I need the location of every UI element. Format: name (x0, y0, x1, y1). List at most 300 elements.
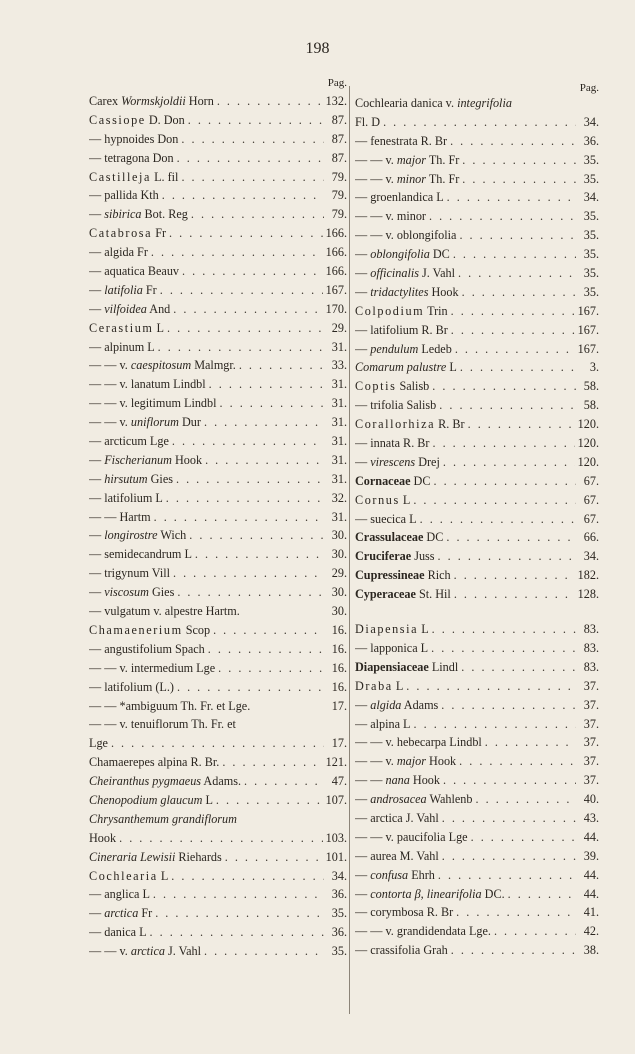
entry-page: 36. (583, 133, 599, 148)
index-entry (355, 510, 599, 529)
entry-name: — — v. grandidendata Lge. (355, 924, 491, 939)
entry-page: 38. (583, 943, 599, 958)
index-entry (89, 715, 347, 734)
leader-dots (239, 356, 324, 375)
index-entry (355, 453, 599, 472)
entry-page: 34. (331, 868, 347, 883)
index-entry (355, 245, 599, 264)
pag-header: Pag. (579, 82, 599, 94)
index-entry (355, 696, 599, 715)
entry-name: Cassiope D. Don (89, 112, 185, 127)
entry-name: Crassulaceae DC (355, 530, 444, 545)
entry-page: 40. (583, 792, 599, 807)
entry-name: — — v. hebecarpa Lindbl (355, 735, 482, 750)
index-entry (89, 470, 347, 489)
index-entry (355, 434, 599, 453)
entry-page: 35. (583, 152, 599, 167)
entry-page: 31. (331, 471, 347, 486)
entry-page: 67. (583, 473, 599, 488)
entry-name: — hypnoides Don (89, 131, 179, 146)
entry-name: Hook (89, 830, 117, 845)
entry-name: — latifolium (L.) (89, 679, 174, 694)
entry-page: 36. (331, 887, 347, 902)
index-entry (89, 602, 347, 621)
entry-name: — lapponica L (355, 640, 429, 655)
leader-dots (177, 583, 324, 602)
entry-name: — groenlandica L (355, 190, 444, 205)
entry-name: Catabrosa Fr (89, 226, 167, 241)
entry-name: Fl. D (355, 114, 381, 129)
index-entry (89, 186, 347, 205)
entry-page: 182. (577, 568, 599, 583)
entry-page: 167. (577, 303, 599, 318)
entry-page: 44. (583, 867, 599, 882)
entry-name: Chenopodium glaucum L (89, 792, 213, 807)
leader-dots (451, 302, 575, 321)
entry-page: 166. (325, 226, 347, 241)
entry-page: 29. (331, 566, 347, 581)
entry-page: 166. (325, 245, 347, 260)
index-entry (89, 640, 347, 659)
entry-page: 35. (583, 209, 599, 224)
index-entry (355, 113, 599, 132)
entry-page: 58. (583, 398, 599, 413)
entry-page: 39. (583, 848, 599, 863)
index-entry (89, 885, 347, 904)
index-entry (89, 356, 347, 375)
index-entry (89, 451, 347, 470)
index-entry (355, 752, 599, 771)
index-entry (355, 847, 599, 866)
leader-dots (213, 621, 324, 640)
leader-dots (208, 640, 324, 659)
entry-name: — — v. minor (355, 209, 426, 224)
index-entry (355, 677, 599, 696)
entry-page: 83. (583, 659, 599, 674)
entry-name: — androsacea Wahlenb (355, 792, 473, 807)
index-entry (89, 375, 347, 394)
leader-dots (216, 791, 323, 810)
entry-name: — latifolia Fr (89, 282, 157, 297)
entry-name: Chamaenerium Scop (89, 622, 211, 637)
entry-name: — fenestrata R. Br (355, 133, 448, 148)
entry-name: — pendulum Ledeb (355, 341, 452, 356)
entry-page: 87. (331, 112, 347, 127)
index-entry (355, 585, 599, 604)
index-entry (355, 377, 599, 396)
index-entry (89, 394, 347, 413)
leader-dots (383, 113, 576, 132)
index-entry (89, 621, 347, 640)
entry-page: 29. (331, 320, 347, 335)
index-entry (89, 867, 347, 886)
entry-name: Cerastium L (89, 320, 164, 335)
entry-name: — alpina L (355, 716, 411, 731)
leader-dots (454, 566, 575, 585)
entry-page: 31. (331, 434, 347, 449)
leader-dots (154, 508, 324, 527)
index-entry (355, 472, 599, 491)
index-entry (355, 321, 599, 340)
entry-name: — — v. tenuiflorum Th. Fr. et (89, 717, 236, 732)
index-entry (89, 338, 347, 357)
index-entry (89, 545, 347, 564)
entry-name: — corymbosa R. Br (355, 905, 454, 920)
entry-name: Corallorhiza R. Br (355, 417, 465, 432)
entry-name: — algida Fr (89, 245, 148, 260)
index-entry (355, 639, 599, 658)
entry-name: — hirsutum Gies (89, 471, 173, 486)
leader-dots (160, 281, 323, 300)
index-entry (355, 302, 599, 321)
leader-dots (460, 358, 576, 377)
entry-name: — tridactylites Hook (355, 284, 459, 299)
entry-page: 35. (583, 247, 599, 262)
index-entry (89, 810, 347, 829)
leader-dots (494, 922, 576, 941)
leader-dots (458, 264, 576, 283)
index-entry (89, 753, 347, 772)
entry-page: 103. (325, 830, 347, 845)
leader-dots (205, 451, 324, 470)
entry-page: 31. (331, 396, 347, 411)
leader-dots (450, 132, 576, 151)
index-entry (89, 205, 347, 224)
index-entry (89, 659, 347, 678)
entry-name: — alpinum L (89, 339, 155, 354)
entry-page: 33. (331, 358, 347, 373)
index-entry (89, 791, 347, 810)
index-entry (89, 526, 347, 545)
index-entry (355, 566, 599, 585)
entry-page: 16. (331, 622, 347, 637)
index-entry (355, 922, 599, 941)
index-entry (355, 941, 599, 960)
leader-dots (151, 243, 323, 262)
entry-page: 30. (331, 585, 347, 600)
entry-name: Cheiranthus pygmaeus Adams. (89, 774, 242, 789)
index-entry (89, 942, 347, 961)
entry-page: 37. (583, 773, 599, 788)
entry-page: 30. (331, 547, 347, 562)
index-entry (355, 264, 599, 283)
leader-dots (173, 564, 324, 583)
leader-dots (429, 207, 576, 226)
leader-dots (471, 828, 576, 847)
entry-page: 30. (331, 604, 347, 619)
leader-dots (414, 715, 576, 734)
leader-dots (462, 283, 576, 302)
entry-name: Lge (89, 736, 108, 751)
entry-page: 35. (331, 944, 347, 959)
entry-page: 35. (583, 171, 599, 186)
leader-dots (191, 205, 324, 224)
leader-dots (459, 752, 576, 771)
leader-dots (456, 903, 576, 922)
entry-page: 42. (583, 924, 599, 939)
entry-page: 67. (583, 511, 599, 526)
entry-page: 31. (331, 452, 347, 467)
entry-page: 79. (331, 207, 347, 222)
entry-page: 30. (331, 528, 347, 543)
leader-dots (155, 904, 324, 923)
entry-name: Cruciferae Juss (355, 549, 435, 564)
entry-name: Draba L (355, 678, 404, 693)
leader-dots (508, 885, 576, 904)
leader-dots (225, 848, 323, 867)
entry-page: 37. (583, 735, 599, 750)
index-entry (89, 149, 347, 168)
entry-name: — longirostre Wich (89, 528, 187, 543)
entry-name: — contorta β, linearifolia DC. (355, 886, 505, 901)
entry-page: 37. (583, 697, 599, 712)
entry-page: 3. (589, 360, 599, 375)
entry-name: Cornus L (355, 492, 411, 507)
entry-page: 121. (325, 755, 347, 770)
entry-page: 101. (325, 849, 347, 864)
entry-page: 166. (325, 264, 347, 279)
entry-page: 87. (331, 150, 347, 165)
index-entry (355, 283, 599, 302)
leader-dots (173, 300, 322, 319)
index-entry (89, 508, 347, 527)
entry-page: 31. (331, 415, 347, 430)
entry-name: — arctica J. Vahl (355, 810, 439, 825)
leader-dots (442, 809, 576, 828)
index-entry (355, 658, 599, 677)
entry-page: 79. (331, 169, 347, 184)
leader-dots (455, 340, 575, 359)
index-entry (89, 583, 347, 602)
leader-dots (188, 111, 324, 130)
index-column-right (355, 74, 599, 960)
leader-dots (172, 432, 324, 451)
leader-dots (462, 151, 576, 170)
entry-name: — — *ambiguum Th. Fr. et Lge. (89, 698, 251, 713)
index-entry (355, 207, 599, 226)
entry-name: — arctica Fr (89, 906, 153, 921)
leader-dots (439, 396, 576, 415)
index-entry (89, 413, 347, 432)
index-entry (355, 733, 599, 752)
index-entry (89, 848, 347, 867)
entry-name: Chamaerepes alpina R. Br. (89, 755, 220, 770)
entry-page: 16. (331, 641, 347, 656)
entry-name: — Fischerianum Hook (89, 452, 203, 467)
leader-dots (177, 149, 324, 168)
entry-page: 128. (577, 587, 599, 602)
entry-name: — latifolium R. Br (355, 322, 448, 337)
leader-dots (438, 547, 576, 566)
leader-dots (443, 453, 575, 472)
leader-dots (413, 491, 576, 510)
entry-page: 17. (331, 698, 347, 713)
index-entry (355, 790, 599, 809)
leader-dots (195, 545, 324, 564)
leader-dots (181, 130, 324, 149)
index-entry (89, 772, 347, 791)
entry-page: 16. (331, 679, 347, 694)
index-entry (89, 923, 347, 942)
entry-name: Cupressineae Rich (355, 568, 451, 583)
leader-dots (111, 734, 324, 753)
entry-name: — semidecandrum L (89, 547, 192, 562)
index-column-left (89, 74, 347, 961)
index-entry (355, 866, 599, 885)
leader-dots (438, 866, 576, 885)
entry-page: 58. (583, 379, 599, 394)
entry-name: — — v. paucifolia Lge (355, 829, 468, 844)
entry-name: Chrysanthemum grandiflorum (89, 811, 237, 826)
entry-page: 167. (577, 341, 599, 356)
entry-page: 107. (325, 792, 347, 807)
leader-dots (420, 510, 576, 529)
entry-name: — — v. oblongifolia (355, 228, 457, 243)
index-entry (355, 94, 599, 113)
index-entry (355, 151, 599, 170)
entry-name: — — v. intermedium Lge (89, 660, 216, 675)
index-entry (355, 620, 599, 639)
entry-name: Comarum palustre L (355, 360, 457, 375)
entry-page: 132. (325, 94, 347, 108)
entry-name: — — v. arctica J. Vahl (89, 944, 201, 959)
index-entry (89, 243, 347, 262)
entry-name: — crassifolia Grah (355, 943, 448, 958)
column-divider (349, 86, 350, 1014)
entry-name: — virescens Drej (355, 454, 440, 469)
leader-dots (162, 186, 324, 205)
index-entry (355, 226, 599, 245)
entry-name: — angustifolium Spach (89, 641, 205, 656)
index-entry (89, 168, 347, 187)
entry-page: 67. (583, 492, 599, 507)
entry-name: Cineraria Lewisii Riehards (89, 849, 222, 864)
index-entry (89, 678, 347, 697)
leader-dots (461, 658, 576, 677)
entry-list (355, 94, 599, 960)
entry-page: 83. (583, 622, 599, 637)
entry-page: 87. (331, 131, 347, 146)
leader-dots (171, 867, 324, 886)
index-entry (355, 340, 599, 359)
entry-page: 31. (331, 377, 347, 392)
entry-page: 35. (583, 228, 599, 243)
entry-name: — — v. uniflorum Dur (89, 415, 201, 430)
entry-name: — suecica L (355, 511, 417, 526)
entry-name: — — v. major Hook (355, 754, 457, 769)
entry-name: — pallida Kth (89, 188, 159, 203)
entry-name: — — Hartm (89, 509, 151, 524)
leader-dots (485, 733, 576, 752)
entry-name: — sibirica Bot. Reg (89, 207, 188, 222)
leader-dots (443, 771, 576, 790)
leader-dots (218, 659, 324, 678)
entry-name: — anglica L (89, 887, 150, 902)
leader-dots (150, 923, 324, 942)
entry-page: 170. (325, 301, 347, 316)
entry-page: 35. (583, 284, 599, 299)
entry-page: 34. (583, 114, 599, 129)
entry-name: — innata R. Br (355, 436, 430, 451)
entry-page: 47. (331, 774, 347, 789)
index-entry (89, 300, 347, 319)
leader-dots (181, 168, 324, 187)
leader-dots (119, 829, 323, 848)
index-entry (89, 904, 347, 923)
entry-page: 37. (583, 754, 599, 769)
index-entry (355, 396, 599, 415)
entry-page: 43. (583, 810, 599, 825)
index-entry (355, 903, 599, 922)
leader-dots (182, 262, 323, 281)
leader-dots (222, 753, 322, 772)
index-entry (355, 828, 599, 847)
entry-page: 66. (583, 530, 599, 545)
entry-page: 120. (577, 417, 599, 432)
entry-name: — confusa Ehrh (355, 867, 435, 882)
entry-page: 35. (331, 906, 347, 921)
entry-page: 34. (583, 549, 599, 564)
entry-page: 16. (331, 660, 347, 675)
leader-dots (153, 885, 324, 904)
entry-name: — arcticum Lge (89, 434, 169, 449)
index-entry (89, 224, 347, 243)
leader-dots (220, 394, 324, 413)
leader-dots (432, 434, 574, 453)
entry-name: Coptis Salisb (355, 379, 430, 394)
index-entry (355, 170, 599, 189)
leader-dots (176, 470, 324, 489)
entry-page: 167. (577, 322, 599, 337)
index-entry (355, 715, 599, 734)
leader-dots (431, 639, 576, 658)
leader-dots (158, 338, 324, 357)
leader-dots (169, 224, 323, 243)
index-entry (89, 829, 347, 848)
entry-name: — — v. lanatum Lindbl (89, 377, 206, 392)
entry-page: 83. (583, 640, 599, 655)
index-entry (89, 262, 347, 281)
leader-dots (244, 772, 324, 791)
entry-page: 44. (583, 886, 599, 901)
entry-name: — officinalis J. Vahl (355, 266, 455, 281)
leader-dots (442, 847, 576, 866)
entry-name: Cochlearia L (89, 868, 169, 883)
leader-dots (433, 472, 576, 491)
index-entry (89, 489, 347, 508)
index-entry (355, 771, 599, 790)
entry-name: Carex Wormskjoldii Horn (89, 94, 214, 108)
leader-dots (204, 413, 324, 432)
leader-dots (451, 321, 575, 340)
entry-name: — vulgatum v. alpestre Hartm. (89, 604, 240, 619)
entry-page: 32. (331, 490, 347, 505)
index-entry (355, 132, 599, 151)
index-entry (89, 734, 347, 753)
entry-page: 37. (583, 678, 599, 693)
entry-name: Colpodium Trin (355, 303, 448, 318)
entry-page: 120. (577, 436, 599, 451)
index-entry (89, 564, 347, 583)
index-entry (355, 547, 599, 566)
entry-name: Diapensiaceae Lindl (355, 659, 459, 674)
entry-page: 79. (331, 188, 347, 203)
pag-header: Pag. (327, 77, 347, 89)
entry-name: — trifolia Salisb (355, 398, 437, 413)
index-entry (89, 281, 347, 300)
entry-name: — danica L (89, 925, 147, 940)
entry-name: — — v. caespitosum Malmgr. (89, 358, 236, 373)
